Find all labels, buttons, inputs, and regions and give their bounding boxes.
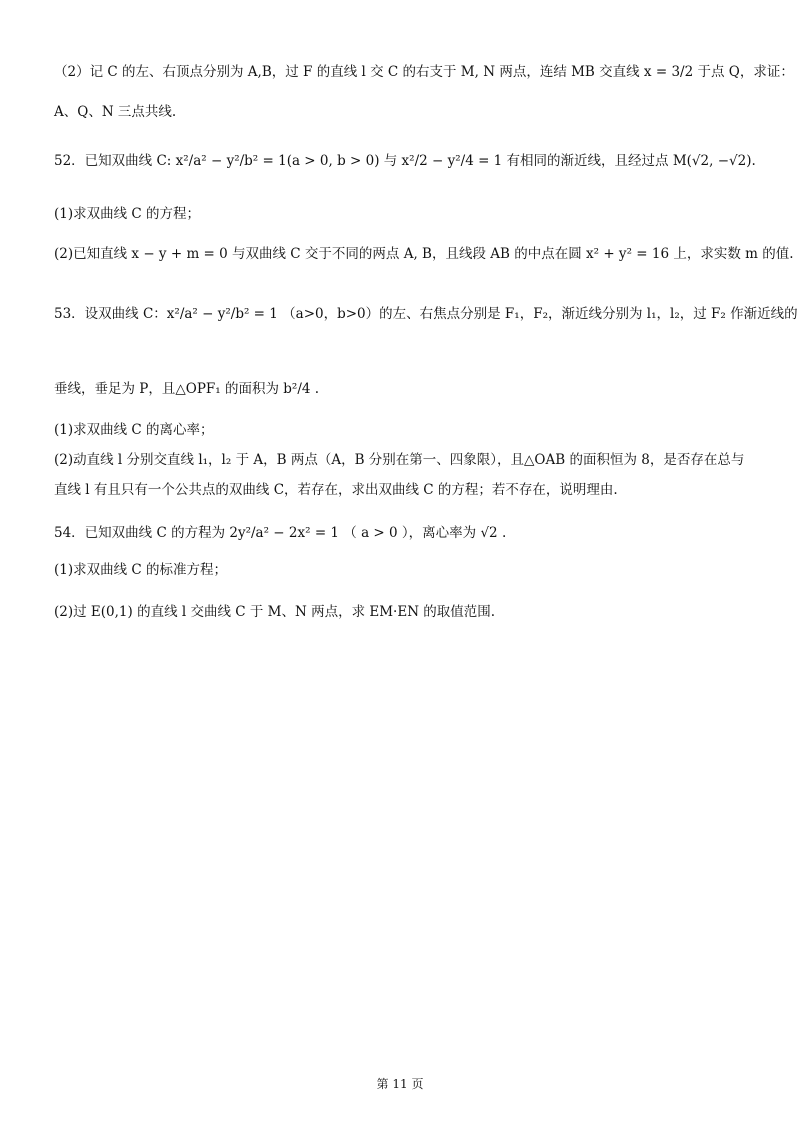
text-line-q53-2-cont: 直线 l 有且只有一个公共点的双曲线 C，若存在，求出双曲线 C 的方程；若不存在，说明理由. xyxy=(54,482,618,498)
text-line-q51-cont: A、Q、N 三点共线. xyxy=(54,104,177,120)
text-line-q51-part2: （2）记 C 的左、右顶点分别为 A,B，过 F 的直线 l 交 C 的右支于 M, N 两点，连结 MB 交直线 x = 3/2 于点 Q，求证： xyxy=(54,64,794,80)
text-line-q53-2: (2)动直线 l 分别交直线 l₁，l₂ 于 A，B 两点（A，B 分别在第一、四象限），且△OAB 的面积恒为 8，是否存在总与 xyxy=(54,452,745,468)
text-line-q52: 52．已知双曲线 C: x²/a² − y²/b² = 1(a > 0, b > 0) 与 x²/2 − y²/4 = 1 有相同的渐近线，且经过点 M(√2, −√2). xyxy=(54,153,756,169)
text-line-q54: 54．已知双曲线 C 的方程为 2y²/a² − 2x² = 1 （ a > 0 ），离心率为 √2 . xyxy=(54,525,507,541)
page-number: 第 11 页 xyxy=(376,1077,424,1091)
text-line-q54-2: (2)过 E(0,1) 的直线 l 交曲线 C 于 M、N 两点，求 EM·EN 的取值范围. xyxy=(54,604,496,620)
text-line-q52-1: (1)求双曲线 C 的方程； xyxy=(54,206,201,222)
text-line-q53-1: (1)求双曲线 C 的离心率； xyxy=(54,422,214,438)
text-line-q52-2: (2)已知直线 x − y + m = 0 与双曲线 C 交于不同的两点 A, B，且线段 AB 的中点在圆 x² + y² = 16 上，求实数 m 的值. xyxy=(54,246,794,262)
text-line-q53-cont: 垂线，垂足为 P，且△OPF₁ 的面积为 b²/4 . xyxy=(54,381,320,397)
text-line-q53: 53．设双曲线 C：x²/a² − y²/b² = 1 （a>0，b>0）的左、右焦点分别是 F₁，F₂，渐近线分别为 l₁，l₂，过 F₂ 作渐近线的 xyxy=(54,306,798,322)
text-line-q54-1: (1)求双曲线 C 的标准方程； xyxy=(54,562,228,578)
